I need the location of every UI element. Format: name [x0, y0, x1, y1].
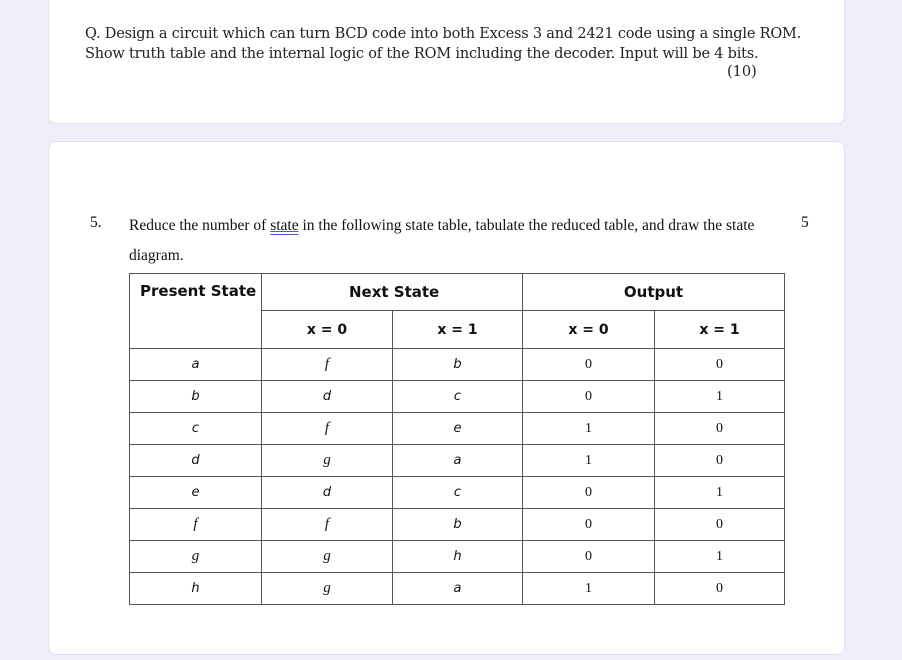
- table-row: [130, 477, 785, 509]
- cell-next-x0: d: [262, 477, 393, 509]
- table-row: [130, 445, 785, 477]
- cell-out-x0: 0: [523, 349, 655, 381]
- cell-out-x1: 0: [655, 349, 785, 381]
- cell-next-x0: f: [262, 413, 393, 445]
- header-next-x0: x = 0: [262, 311, 393, 349]
- cell-out-x0: 1: [523, 413, 655, 445]
- state-table: [129, 273, 785, 605]
- question-5-marks: 5: [801, 214, 809, 231]
- question-5-number: 5.: [90, 214, 102, 231]
- cell-next-x0: d: [262, 381, 393, 413]
- cell-present-state: g: [130, 541, 262, 573]
- cell-next-x0: f: [262, 349, 393, 381]
- cell-out-x0: 0: [523, 477, 655, 509]
- cell-next-x1: a: [393, 445, 523, 477]
- cell-next-x1: b: [393, 509, 523, 541]
- question-5-text-after: in the following state table, tabulate the reduced table, and draw the state diagram.: [129, 217, 755, 264]
- table-row: [130, 381, 785, 413]
- cell-present-state: f: [130, 509, 262, 541]
- cell-present-state: c: [130, 413, 262, 445]
- cell-next-x1: b: [393, 349, 523, 381]
- cell-next-x0: g: [262, 573, 393, 605]
- cell-present-state: a: [130, 349, 262, 381]
- cell-next-x0: f: [262, 509, 393, 541]
- cell-next-x1: c: [393, 381, 523, 413]
- cell-present-state: h: [130, 573, 262, 605]
- cell-out-x0: 1: [523, 573, 655, 605]
- header-next-x1: x = 1: [393, 311, 523, 349]
- question-5-text-before: Reduce the number of: [129, 217, 271, 234]
- header-out-x1: x = 1: [655, 311, 785, 349]
- cell-next-x1: c: [393, 477, 523, 509]
- cell-out-x1: 0: [655, 445, 785, 477]
- cell-present-state: d: [130, 445, 262, 477]
- cell-next-x0: g: [262, 541, 393, 573]
- question-1-text: Q. Design a circuit which can turn BCD code into both Excess 3 and 2421 code using a single ROM. Show truth table and the internal logic of the ROM including the decoder. Input will be 4 bits.: [85, 26, 802, 62]
- cell-out-x1: 0: [655, 509, 785, 541]
- table-row: [130, 413, 785, 445]
- cell-out-x0: 0: [523, 381, 655, 413]
- question-5-text: [129, 211, 789, 271]
- table-row: [130, 349, 785, 381]
- cell-out-x1: 1: [655, 381, 785, 413]
- cell-next-x1: h: [393, 541, 523, 573]
- question-1-marks: (10): [727, 64, 757, 80]
- cell-out-x0: 1: [523, 445, 655, 477]
- question-card-2: [48, 141, 845, 655]
- cell-out-x1: 1: [655, 477, 785, 509]
- cell-next-x1: e: [393, 413, 523, 445]
- cell-out-x1: 0: [655, 573, 785, 605]
- table-row: [130, 541, 785, 573]
- header-out-x0: x = 0: [523, 311, 655, 349]
- table-row: [130, 573, 785, 605]
- table-body: [130, 349, 785, 605]
- cell-present-state: e: [130, 477, 262, 509]
- cell-out-x1: 0: [655, 413, 785, 445]
- cell-out-x0: 0: [523, 509, 655, 541]
- cell-present-state: b: [130, 381, 262, 413]
- header-row-1: [130, 274, 785, 311]
- cell-out-x1: 1: [655, 541, 785, 573]
- underlined-word: state: [270, 217, 299, 234]
- header-present-state: Present State: [130, 274, 262, 349]
- cell-out-x0: 0: [523, 541, 655, 573]
- question-card-1: [48, 0, 845, 124]
- cell-next-x1: a: [393, 573, 523, 605]
- header-output: Output: [523, 274, 785, 311]
- header-next-state: Next State: [262, 274, 523, 311]
- cell-next-x0: g: [262, 445, 393, 477]
- table-row: [130, 509, 785, 541]
